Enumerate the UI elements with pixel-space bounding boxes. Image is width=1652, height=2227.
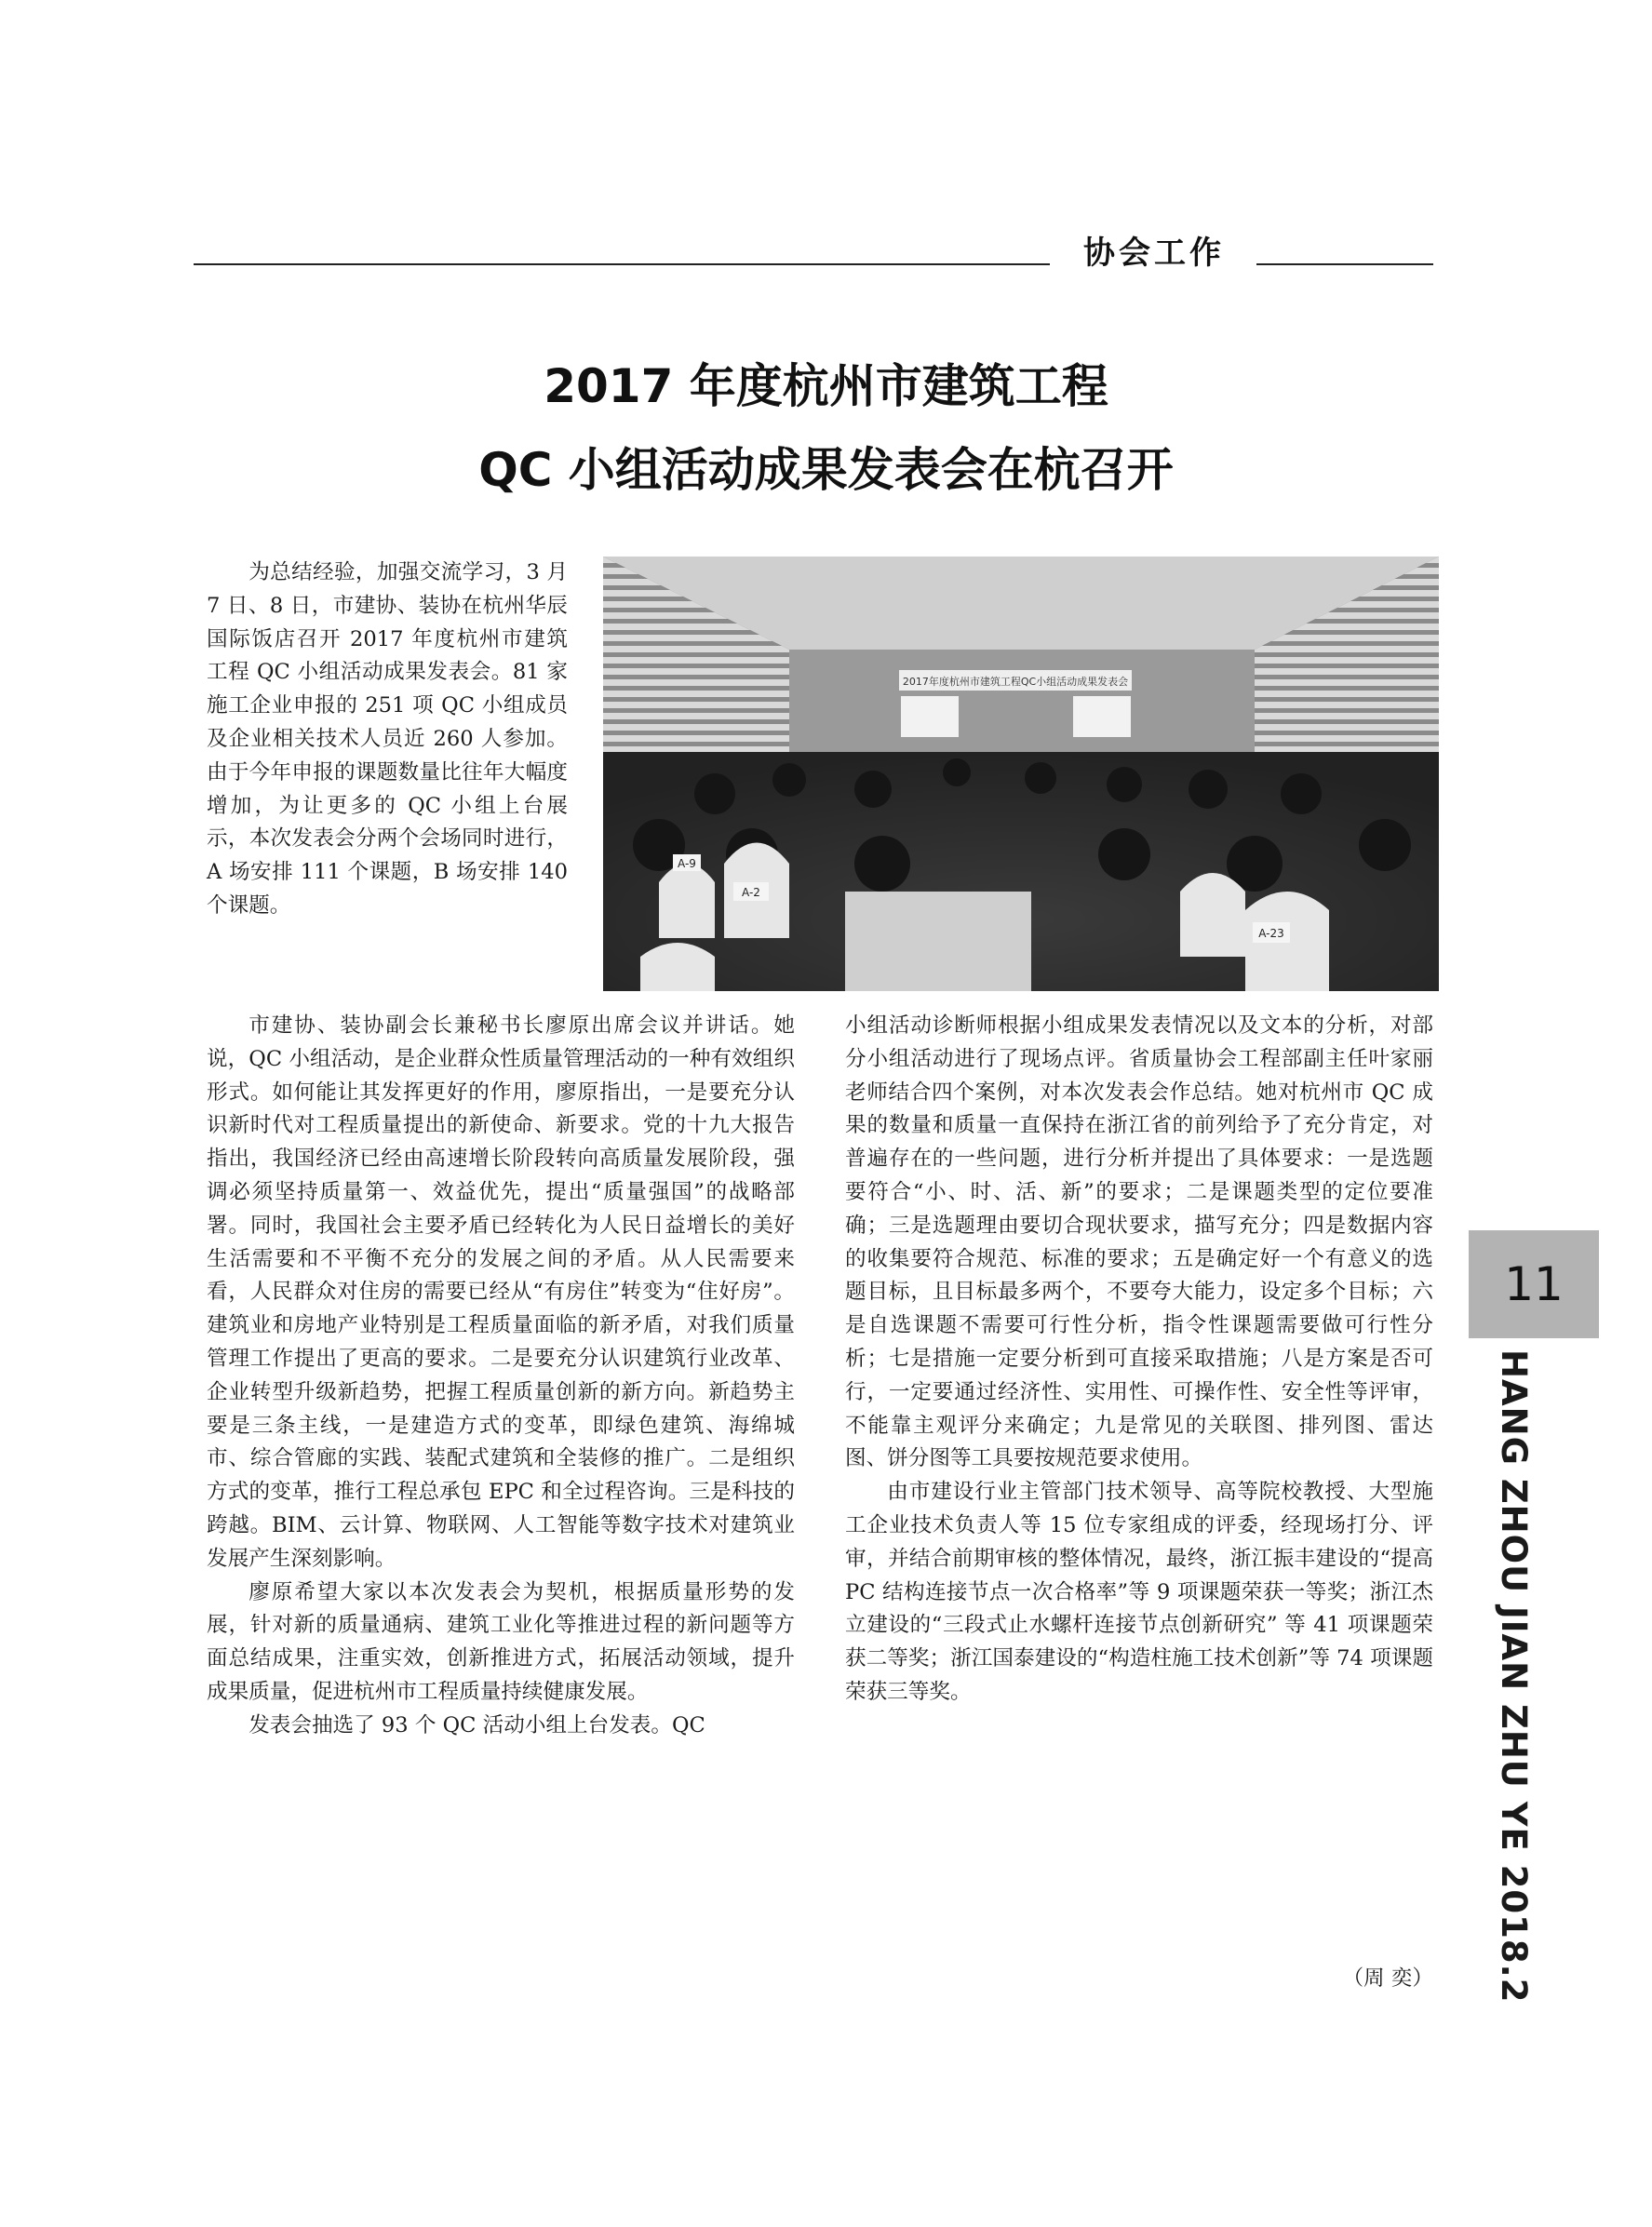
article-title-line1: 2017 年度杭州市建筑工程 [544, 359, 1108, 413]
paragraph-3: 廖原希望大家以本次发表会为契机，根据质量形势的发展，针对新的质量通病、建筑工业化等推进过程的新问题等方面总结成果，注重实效，创新推进方式，拓展活动领域，提升成果质量，促进杭州市工程质量持续健康发展。 [207, 1579, 795, 1704]
page-number: 11 [1504, 1257, 1564, 1311]
page-number-tab [1469, 1230, 1599, 1338]
paragraph-2: 市建协、装协副会长兼秘书长廖原出席会议并讲话。她说，QC 小组活动，是企业群众性质量管理活动的一种有效组织形式。如何能让其发挥更好的作用，廖原指出，一是要充分认识新时代对工程质量提出的新使命、新要求。党的十九大报告指出，我国经济已经由高速增长阶段转向高质量发展阶段，强调必须坚持质量第一、效益优先，提出“质量强国”的战略部署。同时，我国社会主要矛盾已经转化为人民日益增长的美好生活需要和不平衡不充分的发展之间的矛盾。从人民需要来看，人民群众对住房的需要已经从“有房住”转变为“住好房”。建筑业和房地产业特别是工程质量面临的新矛盾，对我们质量管理工作提出了更高的要求。二是要充分认识建筑行业改革、企业转型升级新趋势，把握工程质量创新的新方向。新趋势主要是三条主线，一是建造方式的变革，即绿色建筑、海绵城市、综合管廊的实践、装配式建筑和全装修的推广。二是组织方式的变革，推行工程总承包 EPC 和全过程咨询。三是科技的跨越。BIM、云计算、物联网、人工智能等数字技术对建筑业发展产生深刻影响。 [207, 1013, 795, 1571]
seat-label-3: A-23 [1258, 927, 1284, 940]
left-column [207, 1010, 795, 1743]
conference-photo-illustration [603, 557, 1439, 991]
header-rule-left [194, 263, 1050, 265]
author-byline: （周 奕） [1342, 1966, 1433, 1991]
paragraph-4-continued: 小组活动诊断师根据小组成果发表情况以及文本的分析，对部分小组活动进行了现场点评。省质量协会工程部副主任叶家丽老师结合四个案例，对本次发表会作总结。她对杭州市 QC 成果的数量和质量一直保持在浙江省的前列给予了充分肯定，对普遍存在的一些问题，进行分析并提出了具体要求：一是选题要符合“小、时、活、新”的要求；二是课题类型的定位要准确；三是选题理由要切合现状要求，描写充分；四是数据内容的收集要符合规范、标准的要求；五是确定好一个有意义的选题目标，且目标最多两个，不要夸大能力，设定多个目标；六是自选课题不需要可行性分析，指令性课题需要做可行性分析；七是措施一定要分析到可直接采取措施；八是方案是否可行，一定要通过经济性、实用性、可操作性、安全性等评审，不能靠主观评分来确定；九是常见的关联图、排列图、雷达图、饼分图等工具要按规范要求使用。 [845, 1013, 1433, 1471]
seat-label-2: A-2 [742, 886, 760, 899]
section-label: 协会工作 [1083, 235, 1225, 272]
intro-column [207, 557, 568, 923]
journal-name-vertical: HANG ZHOU JIAN ZHU YE 2018.2 [1494, 1349, 1534, 2004]
screen-banner-text: 2017年度杭州市建筑工程QC小组活动成果发表会 [902, 676, 1129, 688]
header-rule-right [1256, 263, 1433, 265]
paragraph-4-start: 发表会抽选了 93 个 QC 活动小组上台发表。QC [248, 1712, 705, 1737]
article-title-line2: QC 小组活动成果发表会在杭召开 [478, 443, 1174, 497]
paragraph-5: 由市建设行业主管部门技术领导、高等院校教授、大型施工企业技术负责人等 15 位专家组成的评委，经现场打分、评审，并结合前期审核的整体情况，最终，浙江振丰建设的“提高 PC 结构连接节点一次合格率”等 9 项课题荣获一等奖；浙江杰立建设的“三段式止水螺杆连接节点创新研究” 等 41 项课题荣获二等奖；浙江国泰建设的“构造柱施工技术创新”等 74 项课题荣获三等奖。 [845, 1480, 1433, 1704]
right-column [845, 1010, 1433, 1710]
seat-label-1: A-9 [678, 857, 696, 870]
intro-paragraph: 为总结经验，加强交流学习，3 月 7 日、8 日，市建协、装协在杭州华辰国际饭店召开 2017 年度杭州市建筑工程 QC 小组活动成果发表会。81 家施工企业申报的 251 项 QC 小组成员及企业相关技术人员近 260 人参加。由于今年申报的课题数量比往年大幅度增加，为让更多的 QC 小组上台展示，本次发表会分两个会场同时进行，A 场安排 111 个课题，B 场安排 140 个课题。 [207, 560, 568, 918]
conference-photo [603, 557, 1439, 991]
